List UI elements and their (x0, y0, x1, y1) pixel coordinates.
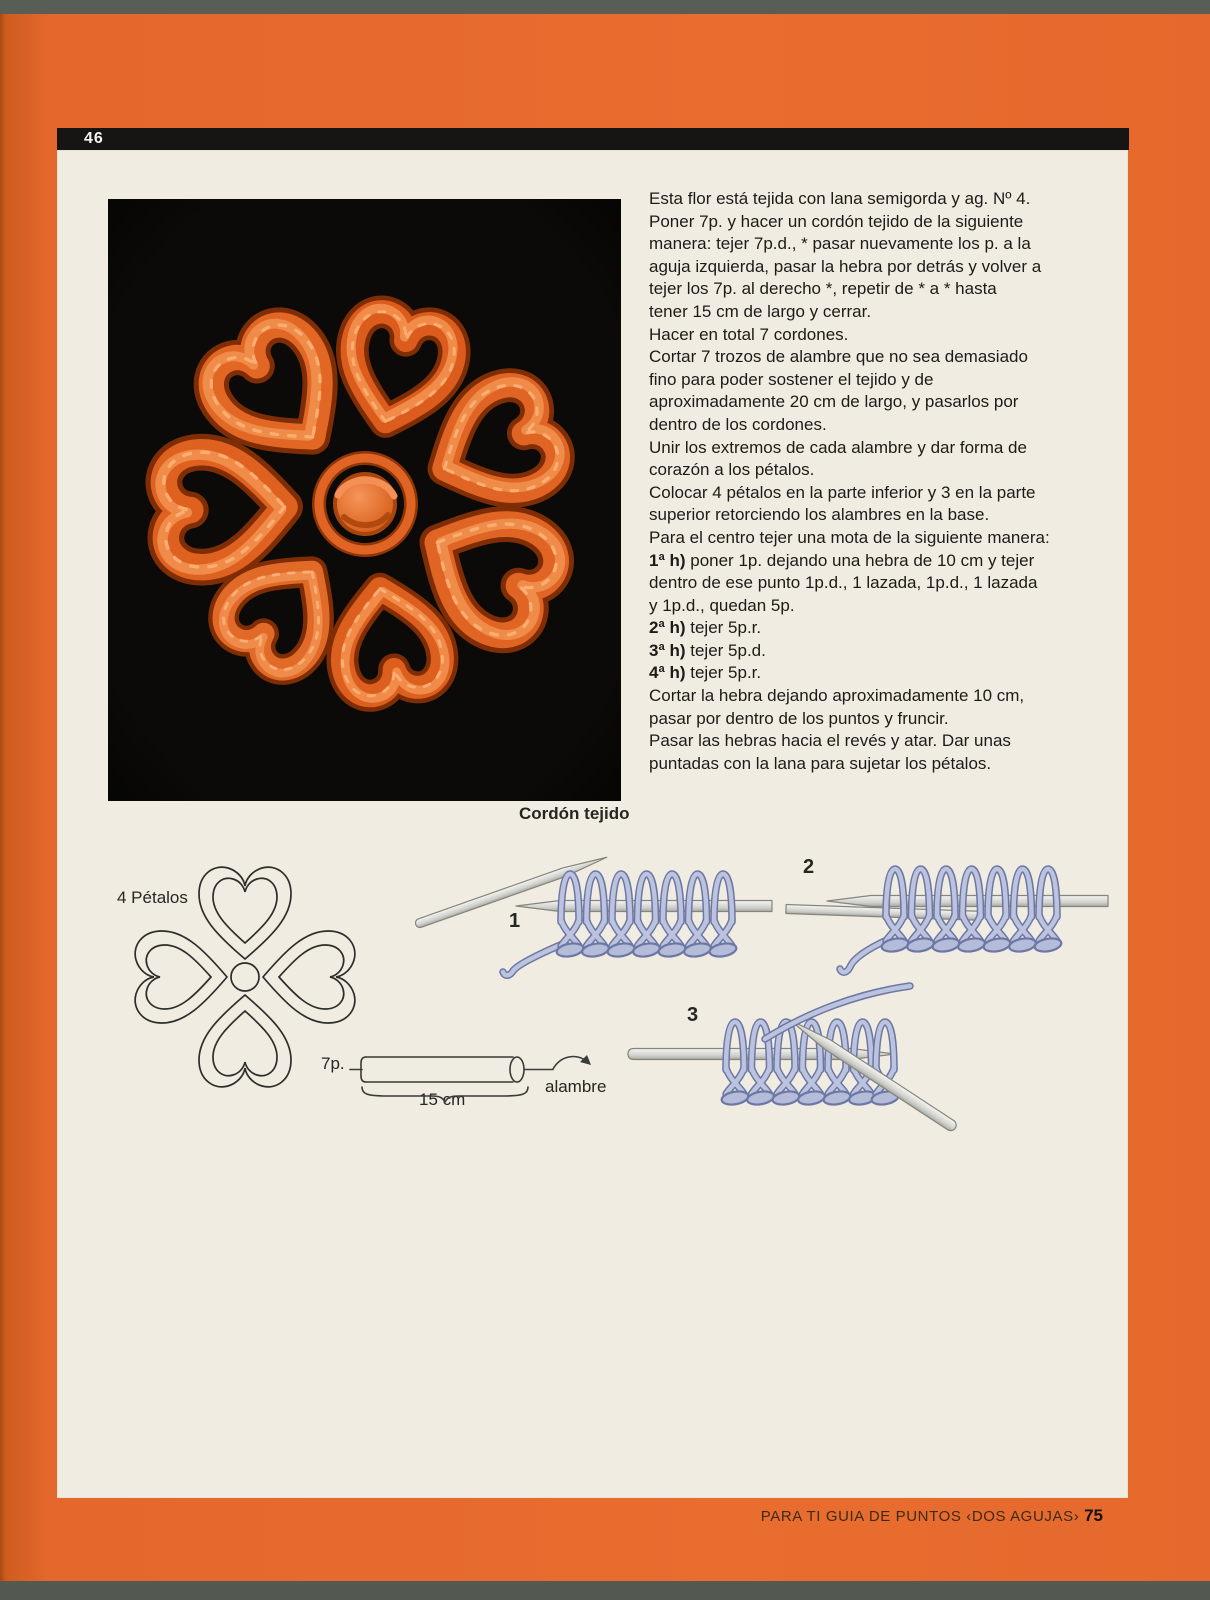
instruction-line: puntadas con la lana para sujetar los pétalos. (649, 753, 992, 773)
instruction-line: fino para poder sostener el tejido y de (649, 369, 934, 389)
knitted-flower-photo (108, 199, 621, 801)
instruction-line: aproximadamente 20 cm de largo, y pasarlos por (649, 392, 1019, 412)
step-3-label: 3 (687, 1004, 699, 1026)
scanner-edge-top (0, 0, 1210, 14)
cord-wire-diagram (347, 1045, 657, 1125)
instruction-line: superior retorciendo los alambres en la base. (649, 505, 990, 525)
instruction-line: Esta flor está tejida con lana semigorda y ag. Nº 4. (649, 189, 1031, 208)
cord-step3-diagram (620, 973, 1020, 1143)
instruction-line: corazón a los pétalos. (649, 460, 815, 480)
instruction-line: dentro de los cordones. (649, 414, 827, 434)
cord-stitches-label: 7p. (321, 1054, 345, 1073)
page-number-right: 75 (1084, 1506, 1103, 1525)
instruction-line: Para el centro tejer una mota de la siguiente manera: (649, 527, 1050, 547)
petals-diagram-label: 4 Pétalos (117, 888, 188, 907)
instruction-line: tener 15 cm de largo y cerrar. (649, 301, 872, 321)
instruction-line: 1ª h) poner 1p. dejando una hebra de 10 cm y tejer (649, 550, 1035, 570)
cord-length-label: 15 cm (419, 1090, 466, 1109)
instruction-line: aguja izquierda, pasar la hebra por detrás y volver a (649, 256, 1042, 276)
instruction-line: Unir los extremos de cada alambre y dar forma de (649, 437, 1027, 457)
instruction-line: y 1p.d., quedan 5p. (649, 595, 795, 615)
instruction-line: Pasar las hebras hacia el revés y atar. Dar unas (649, 731, 1011, 751)
instructions (649, 188, 1119, 775)
step-1-label: 1 (509, 910, 521, 932)
instruction-line: 3ª h) tejer 5p.d. (649, 640, 766, 660)
flower-illustration (108, 199, 621, 801)
cord-step2-diagram (777, 845, 1113, 985)
instruction-line: 2ª h) tejer 5p.r. (649, 618, 762, 638)
instruction-line: dentro de ese punto 1p.d., 1 lazada, 1p.d., 1 lazada (649, 573, 1038, 593)
instruction-line: 4ª h) tejer 5p.r. (649, 663, 762, 683)
four-petals-diagram (115, 850, 375, 1105)
instruction-line: Colocar 4 pétalos en la parte inferior y 3 en la parte (649, 482, 1036, 502)
footer (0, 1506, 1103, 1526)
step-2-label: 2 (803, 856, 815, 878)
page-number-left: 46 (84, 130, 104, 147)
instruction-line: pasar por dentro de los puntos y fruncir. (649, 708, 949, 728)
instruction-line: manera: tejer 7p.d., * pasar nuevamente los p. a la (649, 234, 1031, 254)
instruction-line: Poner 7p. y hacer un cordón tejido de la siguiente (649, 211, 1024, 231)
folio-bar (57, 128, 1129, 150)
instruction-line: Cortar 7 trozos de alambre que no sea demasiado (649, 347, 1028, 367)
page-content (57, 150, 1128, 1498)
diagram-section-title: Cordón tejido (519, 804, 630, 823)
instruction-line: Hacer en total 7 cordones. (649, 324, 849, 344)
wire-label: alambre (545, 1077, 607, 1096)
cord-step1-diagram (415, 843, 775, 983)
scanner-edge-bottom (0, 1581, 1210, 1600)
footer-series-title: PARA TI GUIA DE PUNTOS ‹DOS AGUJAS› (760, 1508, 1080, 1525)
instruction-line: tejer los 7p. al derecho *, repetir de * a * hasta (649, 279, 997, 299)
instruction-line: Cortar la hebra dejando aproximadamente 10 cm, (649, 686, 1025, 706)
